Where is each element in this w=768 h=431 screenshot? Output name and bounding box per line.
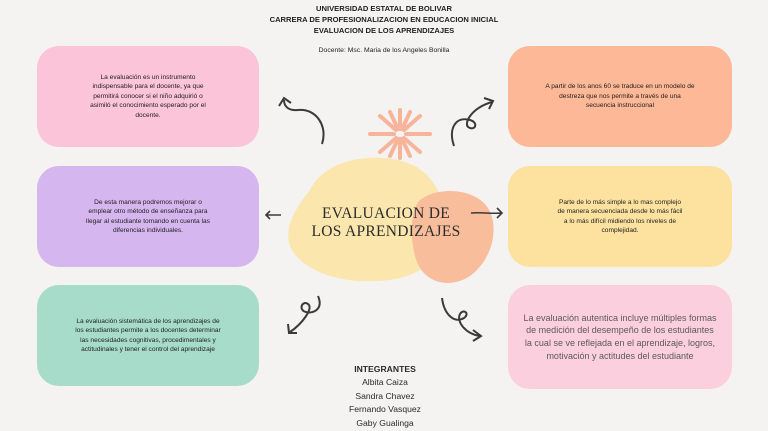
- card-text-line: permitirá conocer si el niño adquirió o: [93, 92, 203, 100]
- card-text-line: las necesidades cognitivas, procedimentales y: [80, 336, 216, 344]
- arrow-right-top-icon: [448, 96, 496, 148]
- card-text-line: de medición del desempeño de los estudiantes: [526, 325, 714, 336]
- card-text-line: secuencia instruccional: [585, 102, 655, 110]
- team-member: Sandra Chavez: [355, 390, 415, 401]
- program-name: CARRERA DE PROFESIONALIZACION EN EDUCACION INICIAL: [269, 15, 499, 24]
- arrow-left-top-icon: [278, 92, 328, 148]
- card-text-line: diferencias individuales.: [112, 226, 183, 234]
- arrow-left-mid-icon: [264, 210, 282, 220]
- card-text-line: actitudinales y tener el control del aprendizaje: [81, 345, 215, 353]
- header: [0, 3, 768, 36]
- card-text-line: La evaluación autentica incluye múltiples formas: [523, 312, 717, 323]
- card-right-top: [508, 46, 732, 147]
- center-title-line: EVALUACION DE: [321, 205, 451, 222]
- arrow-left-bottom-icon: [280, 292, 324, 338]
- card-text-line: destreza que nos permite a través de una: [559, 92, 681, 100]
- card-text-line: complejidad.: [601, 226, 639, 234]
- team-member: Albita Caiza: [362, 377, 408, 388]
- card-right-mid: [508, 166, 732, 267]
- university-name: UNIVERSIDAD ESTATAL DE BOLIVAR: [316, 4, 452, 13]
- team-member: Gaby Gualinga: [356, 417, 414, 428]
- card-text-line: La evaluación sistemática de los aprendizajes de: [76, 317, 220, 325]
- card-text-line: A partir de los anos 60 se traduce en un modelo de: [545, 83, 695, 91]
- card-text-line: la cual se ve reflejada en el aprendizaje, logros,: [524, 338, 716, 348]
- card-left-top: [37, 46, 259, 147]
- card-left-mid: [37, 166, 259, 267]
- card-text-line: emplear otro método de enseñanza para: [88, 208, 208, 216]
- card-text-line: La evaluación es un instrumento: [100, 73, 196, 81]
- card-text-line: motivación y actitudes del estudiante: [546, 350, 694, 361]
- card-text-line: los estudiantes permite a los docentes determinar: [75, 327, 221, 335]
- card-right-bottom: [508, 285, 732, 389]
- arrow-right-mid-icon: [470, 206, 504, 220]
- card-text-line: indispensable para el docente, ya que: [92, 83, 204, 91]
- card-text-line: De esta manera podremos mejorar o: [94, 198, 202, 206]
- card-left-bottom: [37, 285, 259, 386]
- card-text-line: de manera secuenciada desde lo más fácil: [557, 208, 683, 216]
- docente-label: Docente: Msc. Maria de los Angeles Bonilla: [318, 47, 450, 54]
- sun-icon: [368, 108, 432, 160]
- center-title: [280, 205, 492, 241]
- arrow-right-bottom-icon: [440, 296, 484, 342]
- team-section: [320, 363, 450, 430]
- card-text-line: a lo más difícil midiendo los niveles de: [563, 217, 677, 225]
- card-text-line: docente.: [135, 111, 161, 119]
- card-text-line: asimiló el conocimiento esperado por el: [90, 102, 206, 110]
- card-text-line: Parte de lo más simple a lo mas complejo: [558, 198, 682, 206]
- card-text-line: llegar al estudiante tomando en cuenta las: [86, 217, 210, 225]
- course-name: EVALUACION DE LOS APRENDIZAJES: [313, 26, 455, 35]
- team-title: INTEGRANTES: [354, 364, 416, 374]
- team-member: Fernando Vasquez: [349, 404, 421, 415]
- center-title-line: LOS APRENDIZAJES: [311, 223, 461, 240]
